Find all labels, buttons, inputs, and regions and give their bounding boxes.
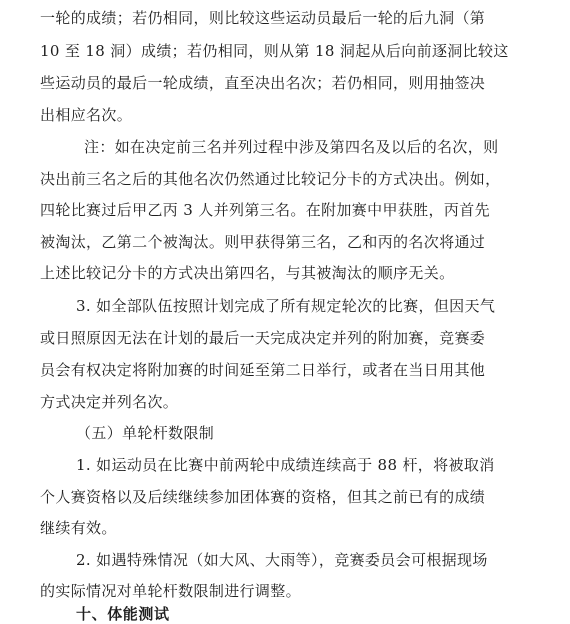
list-item-line: 继续有效。: [40, 519, 117, 537]
list-item-line: 员会有权决定将附加赛的时间延至第二日举行，或者在当日用其他: [40, 361, 486, 379]
text-line: 10 至 18 洞）成绩；若仍相同，则从第 18 洞起从后向前逐洞比较这: [40, 42, 509, 60]
note-line: 注：如在决定前三名并列过程中涉及第四名及以后的名次，则: [84, 138, 499, 156]
list-item-line: 的实际情况对单轮杆数限制进行调整。: [40, 582, 301, 600]
list-item-line: 2. 如遇特殊情况（如大风、大雨等），竞赛委员会可根据现场: [76, 551, 488, 569]
note-line: 上述比较记分卡的方式决出第四名，与其被淘汰的顺序无关。: [40, 264, 455, 282]
list-item-line: 个人赛资格以及后续继续参加团体赛的资格，但其之前已有的成绩: [40, 488, 486, 506]
subsection-title: （五）单轮杆数限制: [76, 424, 215, 442]
note-line: 被淘汰，乙第二个被淘汰。则甲获得第三名，乙和丙的名次将通过: [40, 233, 486, 251]
text-line: 一轮的成绩；若仍相同，则比较这些运动员最后一轮的后九洞（第: [40, 9, 486, 27]
list-item-line: 方式决定并列名次。: [40, 393, 179, 411]
text-line: 些运动员的最后一轮成绩，直至决出名次；若仍相同，则用抽签决: [40, 74, 486, 92]
section-heading: 十、体能测试: [76, 605, 170, 623]
list-item-line: 1. 如运动员在比赛中前两轮中成绩连续高于 88 杆，将被取消: [76, 456, 495, 474]
text-line: 出相应名次。: [40, 106, 133, 124]
list-item-line: 或日照原因无法在计划的最后一天完成决定并列的附加赛，竞赛委: [40, 329, 486, 347]
note-line: 四轮比赛过后甲乙丙 3 人并列第三名。在附加赛中甲获胜，丙首先: [40, 201, 490, 219]
note-line: 决出前三名之后的其他名次仍然通过比较记分卡的方式决出。例如，: [40, 170, 501, 188]
list-item-line: 3. 如全部队伍按照计划完成了所有规定轮次的比赛，但因天气: [76, 297, 496, 315]
